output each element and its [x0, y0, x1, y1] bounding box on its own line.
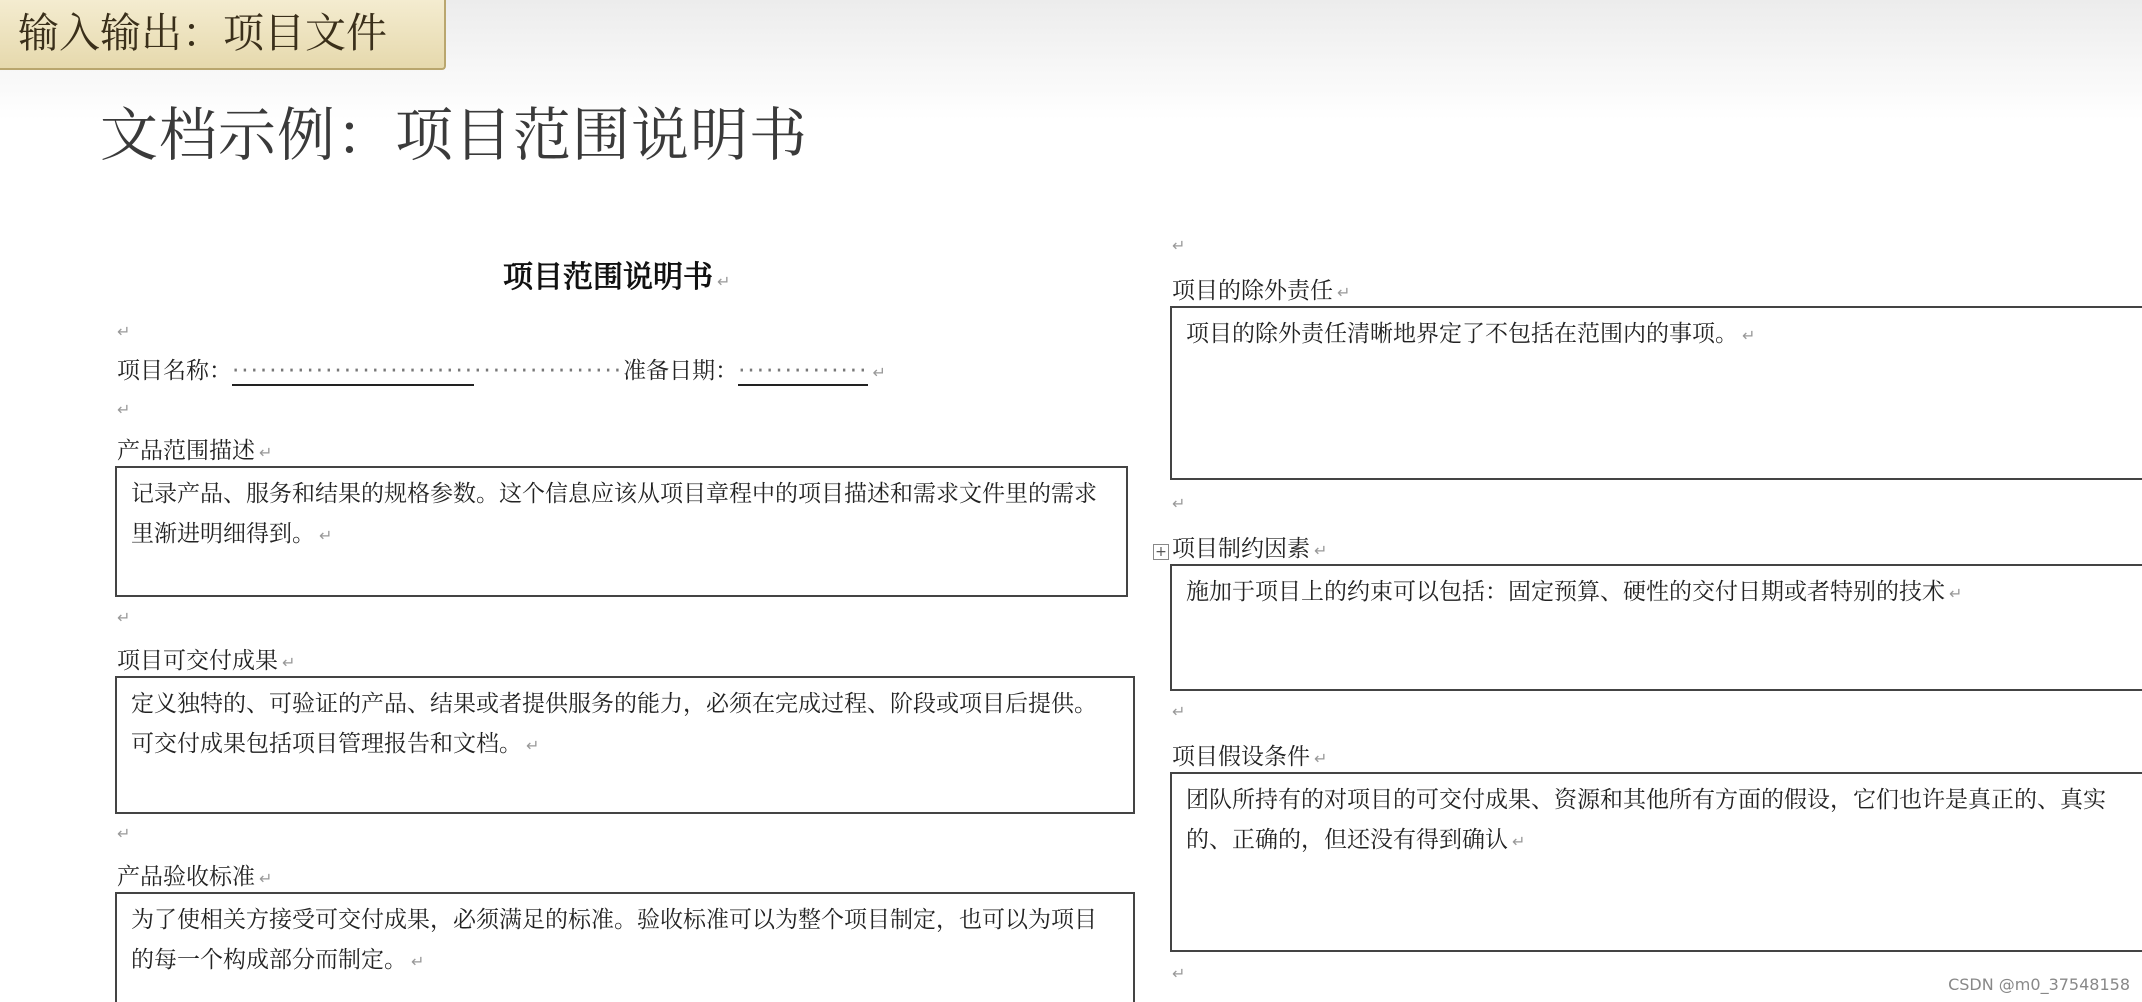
paragraph-mark-icon: ↵	[259, 443, 273, 462]
paragraph-mark-icon: ↵	[1172, 494, 1186, 513]
project-name-label: 项目名称：	[117, 358, 232, 384]
deliverables-label: 项目可交付成果 ↵	[117, 648, 296, 674]
paragraph-mark-icon: ↵	[1949, 584, 1963, 603]
paragraph-mark-icon: ↵	[872, 363, 886, 382]
scope-box	[115, 466, 1128, 597]
section-tab: 输入输出：项目文件	[0, 0, 446, 70]
dot-leader: ················	[474, 358, 624, 384]
scope-text: 记录产品、服务和结果的规格参数。这个信息应该从项目章程中的项目描述和需求文件里的需求里渐进明细得到。	[131, 481, 1097, 547]
table-move-handle-icon[interactable]: +	[1153, 544, 1169, 560]
acceptance-text: 为了使相关方接受可交付成果，必须满足的标准。验收标准可以为整个项目制定，也可以为项目的每一个构成部分而制定。	[131, 907, 1097, 973]
paragraph-mark-icon: ↵	[117, 824, 131, 843]
project-name-field[interactable]: ··························	[232, 358, 475, 384]
paragraph-mark-icon: ↵	[319, 526, 333, 545]
paragraph-mark-icon: ↵	[259, 869, 273, 888]
constraints-box	[1170, 564, 2142, 691]
constraints-text: 施加于项目上的约束可以包括：固定预算、硬性的交付日期或者特别的技术	[1186, 579, 1945, 605]
exclusions-text: 项目的除外责任清晰地界定了不包括在范围内的事项。	[1186, 321, 1738, 347]
paragraph-mark-icon: ↵	[117, 400, 131, 419]
paragraph-mark-icon: ↵	[526, 736, 540, 755]
paragraph-mark-icon: ↵	[1742, 326, 1756, 345]
paragraph-mark-icon: ↵	[1512, 832, 1526, 851]
assumptions-box	[1170, 772, 2142, 952]
paragraph-mark-icon: ↵	[717, 272, 731, 291]
assumptions-label: 项目假设条件 ↵	[1172, 744, 1328, 770]
exclusions-box	[1170, 306, 2142, 480]
paragraph-mark-icon: ↵	[1172, 702, 1186, 721]
prep-date-field[interactable]: ··············	[738, 358, 869, 384]
acceptance-box	[115, 892, 1135, 1002]
assumptions-text: 团队所持有的对项目的可交付成果、资源和其他所有方面的假设，它们也许是真正的、真实的、正确的，但还没有得到确认	[1186, 787, 2106, 853]
exclusions-label: 项目的除外责任 ↵	[1172, 278, 1351, 304]
paragraph-mark-icon: ↵	[117, 322, 131, 341]
paragraph-mark-icon: ↵	[1337, 283, 1351, 302]
paragraph-mark-icon: ↵	[1314, 749, 1328, 768]
paragraph-mark-icon: ↵	[1172, 236, 1186, 255]
document-title	[503, 252, 730, 296]
deliverables-box	[115, 676, 1135, 814]
acceptance-label: 产品验收标准 ↵	[117, 864, 273, 890]
constraints-label: 项目制约因素 ↵	[1172, 536, 1328, 562]
paragraph-mark-icon: ↵	[1172, 964, 1186, 983]
deliverables-text: 定义独特的、可验证的产品、结果或者提供服务的能力，必须在完成过程、阶段或项目后提供。可交付成果包括项目管理报告和文档。	[131, 691, 1097, 757]
paragraph-mark-icon: ↵	[411, 952, 425, 971]
watermark: CSDN @m0_37548158	[1948, 975, 2130, 994]
prep-date-label: 准备日期：	[623, 358, 739, 384]
paragraph-mark-icon: ↵	[117, 608, 131, 627]
paragraph-mark-icon: ↵	[1314, 541, 1328, 560]
project-info-line	[117, 352, 886, 386]
document-title-text: 项目范围说明书	[503, 260, 713, 295]
scope-label: 产品范围描述 ↵	[117, 438, 273, 464]
paragraph-mark-icon: ↵	[282, 653, 296, 672]
slide-title: 文档示例：项目范围说明书	[100, 101, 809, 169]
